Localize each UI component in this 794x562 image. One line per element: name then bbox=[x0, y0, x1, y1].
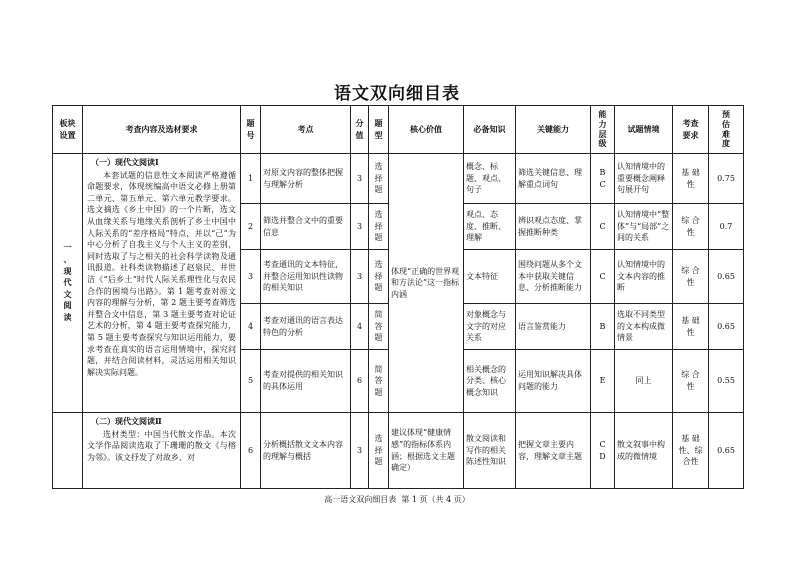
point: 筛选并整合文中的重要信息 bbox=[261, 204, 351, 250]
requirement: 综 合 性 bbox=[673, 250, 709, 304]
header-level: 能 力 层 级 bbox=[591, 106, 615, 154]
header-point: 考点 bbox=[261, 106, 351, 154]
score: 3 bbox=[351, 154, 369, 204]
subsection-title: （二）现代文阅读Ⅱ bbox=[91, 416, 162, 426]
qno: 4 bbox=[241, 304, 261, 350]
point: 考查对通讯的语言表达特色的分析 bbox=[261, 304, 351, 350]
content-cell-1 bbox=[83, 154, 241, 413]
context: 认知情境中“整体”与“局部”之间的关系 bbox=[615, 204, 673, 250]
score: 3 bbox=[351, 204, 369, 250]
difficulty: 0.65 bbox=[709, 250, 744, 304]
qno: 1 bbox=[241, 154, 261, 204]
section-label: 一 、 现 代 文 阅 读 bbox=[53, 154, 83, 413]
requirement: 基 础性、综合性 bbox=[673, 413, 709, 489]
core-value: 体现“正确的世界观和方法论”这一指标内涵 bbox=[389, 154, 464, 413]
ability: 筛选关键信息、理解重点词句 bbox=[516, 154, 591, 204]
header-score: 分 值 bbox=[351, 106, 369, 154]
header-difficulty: 预 估 难 度 bbox=[709, 106, 744, 154]
page-footer: 高一语文双向细目表 第 1 页（共 4 页） bbox=[324, 495, 470, 504]
context: 认知情境中的文本内容的推断 bbox=[615, 250, 673, 304]
content-cell-2 bbox=[83, 413, 241, 489]
ability: 语言鉴赏能力 bbox=[516, 304, 591, 350]
knowledge: 观点、态度、推断、理解 bbox=[464, 204, 516, 250]
header-content: 考查内容及选材要求 bbox=[83, 106, 241, 154]
knowledge: 文本特征 bbox=[464, 250, 516, 304]
ability: 围绕问题从多个文本中获取关键信息、分析推断能力 bbox=[516, 250, 591, 304]
header-value: 核心价值 bbox=[389, 106, 464, 154]
header-knowledge: 必备知识 bbox=[464, 106, 516, 154]
score: 6 bbox=[351, 350, 369, 413]
section-continued bbox=[53, 413, 83, 489]
score: 3 bbox=[351, 413, 369, 489]
content-paragraph: 选材类型：中国当代散文作品。本次文学作品阅读选取了下珊珊的散文《与榕为邻》。该文抒发了对故乡、对 bbox=[87, 429, 236, 462]
difficulty: 0.55 bbox=[709, 350, 744, 413]
header-ability: 关键能力 bbox=[516, 106, 591, 154]
point: 考查对提供的相关知识的具体运用 bbox=[261, 350, 351, 413]
knowledge: 散文阅读和写作的相关陈述性知识 bbox=[464, 413, 516, 489]
level: C D bbox=[591, 413, 615, 489]
difficulty: 0.7 bbox=[709, 204, 744, 250]
header-requirement: 考查 要求 bbox=[673, 106, 709, 154]
header-qtype: 题 型 bbox=[369, 106, 389, 154]
qtype: 选 择 题 bbox=[369, 413, 389, 489]
knowledge: 对象概念与文字的对应关系 bbox=[464, 304, 516, 350]
qtype: 简 答 题 bbox=[369, 304, 389, 350]
level: B C bbox=[591, 154, 615, 204]
qtype: 选 择 题 bbox=[369, 204, 389, 250]
difficulty: 0.65 bbox=[709, 413, 744, 489]
level: B bbox=[591, 304, 615, 350]
core-value: 建议体现“健康情感”的指标体系内涵；根据选文主题确定） bbox=[389, 413, 464, 489]
spec-table bbox=[52, 105, 744, 489]
qno: 2 bbox=[241, 204, 261, 250]
knowledge: 概念、标题、观点、句子 bbox=[464, 154, 516, 204]
header-context: 试题情境 bbox=[615, 106, 673, 154]
context: 同上 bbox=[615, 350, 673, 413]
ability: 运用知识解决具体问题的能力 bbox=[516, 350, 591, 413]
qno: 5 bbox=[241, 350, 261, 413]
requirement: 综 合 性 bbox=[673, 350, 709, 413]
content-paragraph: 本套试题的信息性文本阅读严格遵循命题要求，体现统编高中语文必修上册第二单元、第五单元、第六单元教学要求。选文摘选《乡土中国》的一个片断，选文从血缘关系与地缘关系剖析了乡土中国中人际关系的“差序格局”特点，并以“己”为中心分析了自我主义与个人主义的差别，同时选取了与之相关的社会科学读物及通讯报道。社科类读物描述了赵泉民、井世洁《“后乡土”时代人际关系理性化与农民合作的困境与出路》。第 1 题考查对原文内容的理解与分析，第 2 题主要考查筛选并整合文中信息，第 3 题主要考查对论证艺术的分析，第 4 题主要考查探究能力，第 5 题主要考查探究与知识运用能力，要求考查在真实的语言运用情境中，探究问题，并结合阅读材料，灵活运用相关知识解决实际问题。 bbox=[87, 170, 236, 377]
score: 3 bbox=[351, 250, 369, 304]
table-row bbox=[53, 413, 744, 489]
page-title: 语文双向细目表 bbox=[334, 84, 460, 104]
level: C bbox=[591, 250, 615, 304]
qno: 3 bbox=[241, 250, 261, 304]
knowledge: 相关概念的分类、核心概念知识 bbox=[464, 350, 516, 413]
point: 分析概括散文文本内容的理解与概括 bbox=[261, 413, 351, 489]
header-row bbox=[53, 106, 744, 154]
subsection-title: （一）现代文阅读Ⅰ bbox=[91, 157, 159, 167]
point: 对原文内容的整体把握与理解分析 bbox=[261, 154, 351, 204]
context: 认知情境中的重要概念阐释句展开句 bbox=[615, 154, 673, 204]
difficulty: 0.75 bbox=[709, 154, 744, 204]
score: 4 bbox=[351, 304, 369, 350]
qtype: 简 答 题 bbox=[369, 350, 389, 413]
context: 散文叙事中构成的微情境 bbox=[615, 413, 673, 489]
qno: 6 bbox=[241, 413, 261, 489]
requirement: 基 础 性 bbox=[673, 304, 709, 350]
level: E bbox=[591, 350, 615, 413]
ability: 把握文章主要内容，理解文章主题 bbox=[516, 413, 591, 489]
point: 考查通讯的文本特征，并整合运用知识性读物的相关知识 bbox=[261, 250, 351, 304]
requirement: 综 合 性 bbox=[673, 204, 709, 250]
header-block: 板块 设置 bbox=[53, 106, 83, 154]
header-qno: 题 号 bbox=[241, 106, 261, 154]
qtype: 选 择 题 bbox=[369, 250, 389, 304]
ability: 辨识观点态度、掌握推断种类 bbox=[516, 204, 591, 250]
level: C bbox=[591, 204, 615, 250]
table-row bbox=[53, 154, 744, 204]
qtype: 选 择 题 bbox=[369, 154, 389, 204]
requirement: 基 础 性 bbox=[673, 154, 709, 204]
context: 选取不同类型的文本构成微情景 bbox=[615, 304, 673, 350]
difficulty: 0.65 bbox=[709, 304, 744, 350]
